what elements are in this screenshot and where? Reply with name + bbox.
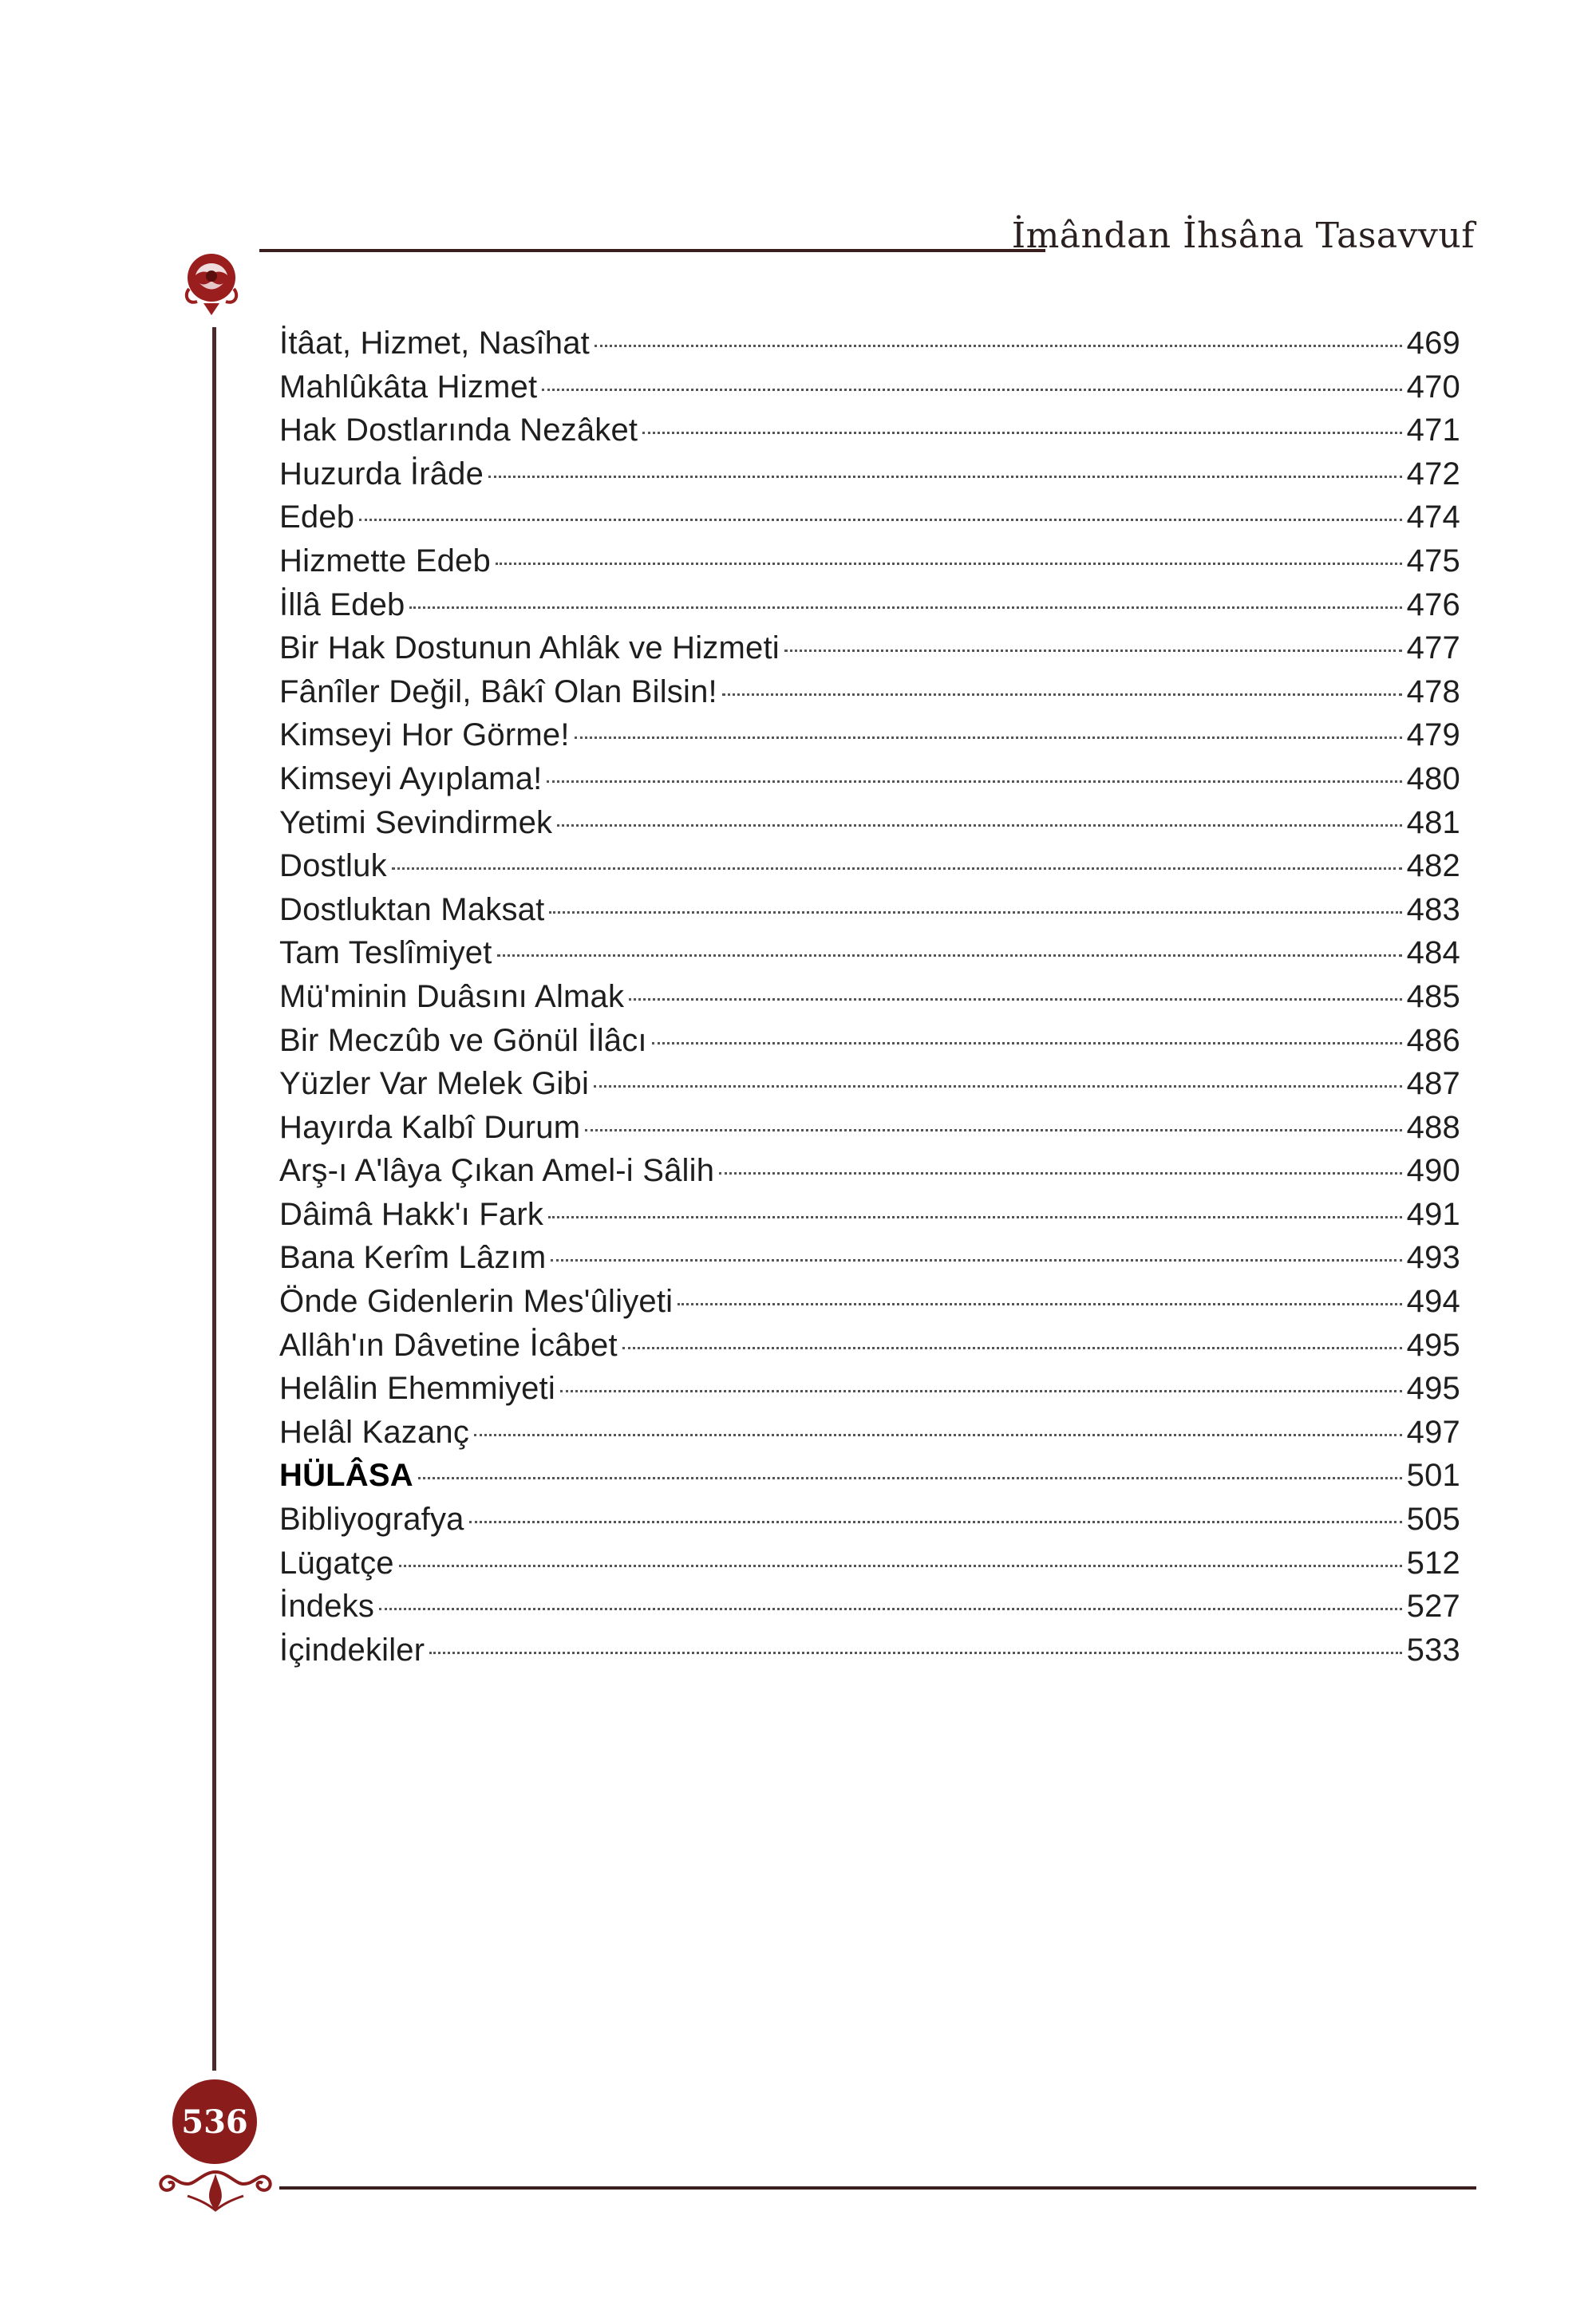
toc-entry-title: Allâh'ın Dâvetine İcâbet [279, 1327, 618, 1363]
toc-entry-page: 493 [1406, 1240, 1460, 1276]
toc-entry[interactable] [279, 1066, 1460, 1110]
toc-entry-page: 495 [1406, 1371, 1460, 1407]
book-title: İmândan İhsâna Tasavvuf [1011, 215, 1475, 256]
toc-entry-title: Önde Gidenlerin Mes'ûliyeti [279, 1284, 674, 1320]
toc-entry-title: Bibliyografya [279, 1502, 464, 1538]
left-margin-rule [212, 327, 216, 2071]
dot-leader [784, 650, 1402, 652]
toc-entry-title: Dâimâ Hakk'ı Fark [279, 1196, 544, 1232]
toc-entry[interactable] [279, 500, 1460, 543]
toc-entry-page: 483 [1406, 891, 1460, 927]
toc-entry-title: Bir Hak Dostunun Ahlâk ve Hizmeti [279, 630, 780, 666]
toc-entry-title: İllâ Edeb [279, 586, 405, 622]
toc-entry-page: 475 [1406, 543, 1460, 579]
dot-leader [560, 1390, 1402, 1392]
toc-entry-title: Helâlin Ehemmiyeti [279, 1371, 555, 1407]
toc-entry-page: 488 [1406, 1109, 1460, 1145]
toc-entry-title: Dostluktan Maksat [279, 891, 545, 927]
toc-entry-title: Helâl Kazanç [279, 1414, 470, 1450]
toc-entry-page: 474 [1406, 500, 1460, 535]
dot-leader [469, 1521, 1402, 1523]
dot-leader [678, 1303, 1401, 1305]
dot-leader [474, 1434, 1402, 1436]
dot-leader [652, 1042, 1402, 1044]
toc-entry[interactable] [279, 369, 1460, 413]
toc-entry[interactable] [279, 1240, 1460, 1284]
dot-leader [496, 563, 1402, 565]
toc-entry[interactable] [279, 935, 1460, 979]
toc-entry-page: 491 [1406, 1196, 1460, 1232]
toc-entry[interactable] [279, 1589, 1460, 1633]
toc-entry-title: Hizmette Edeb [279, 543, 491, 579]
toc-entry[interactable] [279, 413, 1460, 456]
toc-entry[interactable] [279, 1284, 1460, 1328]
footer-rule [279, 2186, 1476, 2190]
dot-leader [429, 1652, 1401, 1654]
page-number-badge: 536 [172, 2079, 257, 2164]
dot-leader [542, 389, 1401, 391]
toc-entry[interactable] [279, 979, 1460, 1023]
toc-entry[interactable] [279, 674, 1460, 718]
dot-leader [719, 1172, 1402, 1175]
dot-leader [551, 1259, 1401, 1262]
toc-entry-page: 505 [1406, 1502, 1460, 1538]
toc-entry[interactable] [279, 1153, 1460, 1197]
toc-entry-page: 479 [1406, 717, 1460, 753]
toc-entry-page: 477 [1406, 630, 1460, 666]
toc-entry[interactable] [279, 1415, 1460, 1459]
toc-entry[interactable] [279, 456, 1460, 500]
toc-entry[interactable] [279, 630, 1460, 674]
toc-entry[interactable] [279, 587, 1460, 631]
toc-entry-page: 480 [1406, 760, 1460, 796]
dot-leader [549, 911, 1401, 914]
header-rule [259, 249, 1045, 252]
toc-entry-title: Bana Kerîm Lâzım [279, 1240, 547, 1276]
toc-entry[interactable] [279, 805, 1460, 849]
toc-entry[interactable] [279, 1328, 1460, 1372]
toc-entry[interactable] [279, 848, 1460, 892]
toc-entry-page: 485 [1406, 978, 1460, 1014]
toc-entry[interactable] [279, 1546, 1460, 1589]
toc-entry-title: Edeb [279, 500, 355, 535]
dot-leader [622, 1347, 1402, 1349]
dot-leader [585, 1129, 1401, 1131]
toc-entry-page: 478 [1406, 673, 1460, 709]
toc-entry-title: İçindekiler [279, 1632, 425, 1668]
toc-entry-title: Fânîler Değil, Bâkî Olan Bilsin! [279, 673, 717, 709]
toc-entry[interactable] [279, 1371, 1460, 1415]
toc-entry[interactable] [279, 1110, 1460, 1154]
toc-entry-page: 527 [1406, 1589, 1460, 1625]
flourish-ornament-icon [156, 2164, 275, 2220]
toc-entry-title: Kimseyi Hor Görme! [279, 717, 570, 753]
dot-leader [392, 867, 1402, 870]
toc-entry-title: İtâat, Hizmet, Nasîhat [279, 326, 590, 361]
toc-entry-page: 486 [1406, 1022, 1460, 1058]
dot-leader [399, 1565, 1402, 1567]
dot-leader [379, 1608, 1402, 1610]
toc-entry[interactable] [279, 1197, 1460, 1241]
dot-leader [547, 780, 1401, 783]
toc-entry-title: Hayırda Kalbî Durum [279, 1109, 581, 1145]
toc-entry-page: 476 [1406, 586, 1460, 622]
dot-leader [722, 693, 1402, 696]
toc-entry-title: Yetimi Sevindirmek [279, 804, 553, 840]
table-of-contents [279, 326, 1460, 1676]
toc-entry[interactable] [279, 1458, 1460, 1502]
dot-leader [488, 476, 1402, 478]
toc-entry-title: Dostluk [279, 848, 387, 884]
toc-entry-title: Bir Meczûb ve Gönül İlâcı [279, 1022, 647, 1058]
toc-entry-page: 512 [1406, 1545, 1460, 1581]
toc-entry-page: 487 [1406, 1066, 1460, 1102]
toc-entry-page: 470 [1406, 369, 1460, 405]
dot-leader [359, 519, 1401, 521]
toc-entry-title: Tam Teslîmiyet [279, 935, 492, 971]
toc-entry-page: 484 [1406, 935, 1460, 971]
toc-entry-page: 495 [1406, 1327, 1460, 1363]
toc-entry-page: 501 [1406, 1458, 1460, 1494]
toc-entry-title: Kimseyi Ayıplama! [279, 760, 543, 796]
toc-entry[interactable] [279, 892, 1460, 936]
toc-entry[interactable] [279, 543, 1460, 587]
toc-entry-page: 481 [1406, 804, 1460, 840]
toc-entry[interactable] [279, 761, 1460, 805]
dot-leader [409, 606, 1401, 609]
dot-leader [629, 998, 1401, 1001]
toc-entry-title: Mü'minin Duâsını Almak [279, 978, 625, 1014]
toc-entry-page: 497 [1406, 1414, 1460, 1450]
toc-entry-page: 471 [1406, 413, 1460, 448]
dot-leader [642, 432, 1401, 434]
toc-entry-title: Mahlûkâta Hizmet [279, 369, 538, 405]
toc-entry[interactable] [279, 1023, 1460, 1067]
toc-entry-page: 494 [1406, 1284, 1460, 1320]
dot-leader [418, 1477, 1402, 1479]
toc-entry-title: Hak Dostlarında Nezâket [279, 413, 638, 448]
dot-leader [497, 954, 1402, 957]
dot-leader [595, 345, 1402, 347]
toc-entry-title: İndeks [279, 1589, 375, 1625]
toc-entry[interactable] [279, 326, 1460, 369]
toc-entry-title: Arş-ı A'lâya Çıkan Amel-i Sâlih [279, 1153, 715, 1189]
dot-leader [548, 1216, 1402, 1218]
rose-emblem-icon [172, 239, 251, 319]
toc-entry[interactable] [279, 717, 1460, 761]
toc-entry-page: 482 [1406, 848, 1460, 884]
dot-leader [594, 1085, 1402, 1088]
dot-leader [575, 736, 1402, 739]
toc-entry-title: Huzurda İrâde [279, 456, 484, 492]
toc-entry[interactable] [279, 1502, 1460, 1546]
toc-entry-title: Yüzler Var Melek Gibi [279, 1066, 590, 1102]
toc-entry-title: Lügatçe [279, 1545, 394, 1581]
toc-entry-page: 472 [1406, 456, 1460, 492]
toc-entry-page: 490 [1406, 1153, 1460, 1189]
toc-entry-page: 469 [1406, 326, 1460, 361]
toc-entry-page: 533 [1406, 1632, 1460, 1668]
dot-leader [557, 824, 1401, 827]
toc-entry[interactable] [279, 1633, 1460, 1676]
toc-entry-title: HÜLÂSA [279, 1458, 413, 1494]
